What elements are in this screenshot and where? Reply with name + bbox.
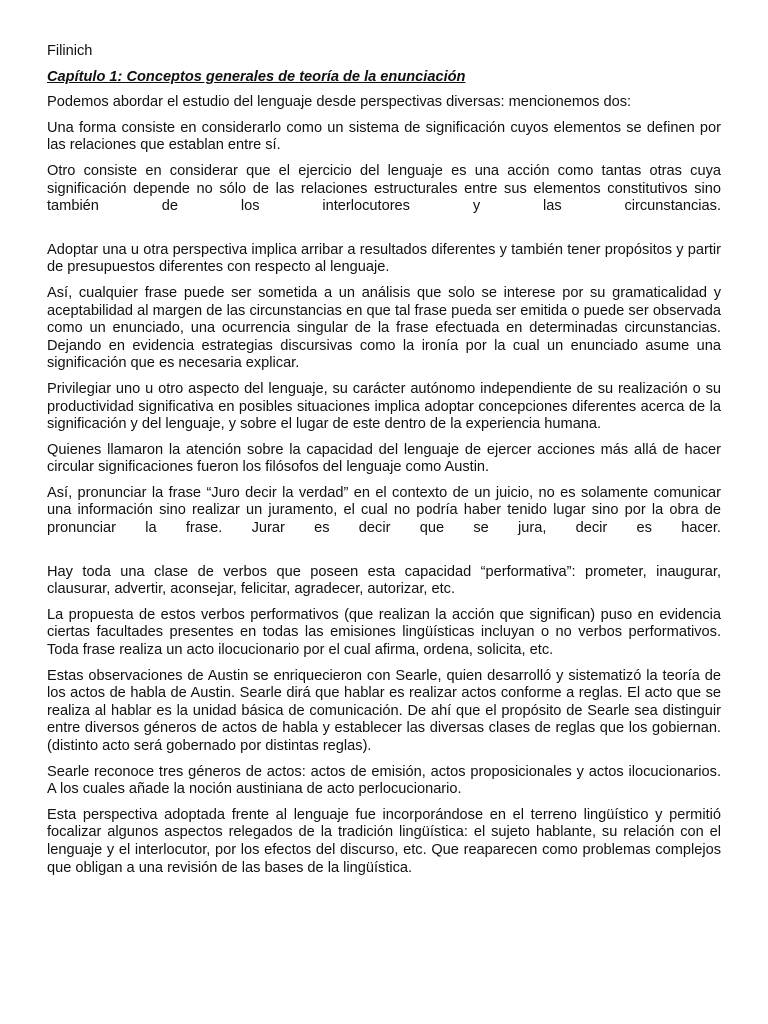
paragraph: Podemos abordar el estudio del lenguaje desde perspectivas diversas: mencionemos dos: — [47, 94, 632, 111]
paragraph: Privilegiar uno u otro aspecto del lenguaje, su carácter autónomo independiente de su realización o su productividad significativa en posibles situaciones implica adoptar concepciones diferentes acerca de la significación y del lenguaje, y sobre el lugar de este dentro de la experiencia humana. — [47, 380, 721, 433]
paragraph: Esta perspectiva adoptada frente al lenguaje fue incorporándose en el terreno lingüístico y permitió focalizar algunos aspectos relegados de la tradición lingüística: el sujeto hablante, su relación con el lenguaje y el interlocutor, por los efectos del discurso, etc. Que reaparecen como problemas complejos que obligan a una revisión de las bases de la lingüística. — [47, 806, 721, 876]
paragraph: Así, cualquier frase puede ser sometida a un análisis que solo se interese por su gramaticalidad y aceptabilidad al margen de las circunstancias en que tal frase pueda ser emitida o puede ser observada como un enunciado, una ocurrencia singular de la frase efectuada en determinadas circunstancias. Dejando en evidencia estrategias discursivas como la ironía por la cual un enunciado asume una significación que es necesaria explicar. — [47, 284, 721, 372]
paragraph: Adoptar una u otra perspectiva implica arribar a resultados diferentes y también tener propósitos y partir de presupuestos diferentes con respecto al lenguaje. — [47, 241, 721, 276]
author-name: Filinich — [47, 43, 93, 59]
document-page — [47, 43, 721, 885]
paragraph: Otro consiste en considerar que el ejercicio del lenguaje es una acción como tantas otras cuya significación depende no sólo de las relaciones estructurales entre sus elementos constitutivos sino también de los interlocutores y las circunstancias. — [47, 162, 721, 215]
paragraph: La propuesta de estos verbos performativos (que realizan la acción que significan) puso en evidencia ciertas facultades presentes en todas las emisiones lingüísticas incluyan o no verbos performativos. Toda frase realiza un acto ilocucionario por el cual afirma, ordena, solicita, etc. — [47, 606, 721, 659]
paragraph: Hay toda una clase de verbos que poseen esta capacidad “performativa”: prometer, inaugurar, clausurar, advertir, aconsejar, felicitar, agradecer, autorizar, etc. — [47, 563, 721, 598]
paragraph: Quienes llamaron la atención sobre la capacidad del lenguaje de ejercer acciones más allá de hacer circular significaciones fueron los filósofos del lenguaje como Austin. — [47, 441, 721, 476]
paragraph: Una forma consiste en considerarlo como un sistema de significación cuyos elementos se definen por las relaciones que establan entre sí. — [47, 119, 721, 154]
chapter-title: Capítulo 1: Conceptos generales de teoría de la enunciación — [47, 68, 466, 85]
paragraph: Así, pronunciar la frase “Juro decir la verdad” en el contexto de un juicio, no es solamente comunicar una información sino realizar un juramento, el cual no podría haber tenido lugar sino por la obra de pronunciar la frase. Jurar es decir que se jura, decir es hacer. — [47, 484, 721, 537]
paragraph: Estas observaciones de Austin se enriquecieron con Searle, quien desarrolló y sistematizó la teoría de los actos de habla de Austin. Searle dirá que hablar es realizar actos conforme a reglas. El acto que se realiza al hablar es la unidad básica de comunicación. De ahí que el propósito de Searle sea distinguir entre diversos géneros de actos de habla y establecer las diversas clases de reglas que los gobiernan. (distinto acto será gobernado por distintas reglas). — [47, 667, 721, 754]
paragraph: Searle reconoce tres géneros de actos: actos de emisión, actos proposicionales y actos ilocucionarios. A los cuales añade la noción austiniana de acto perlocucionario. — [47, 763, 721, 798]
